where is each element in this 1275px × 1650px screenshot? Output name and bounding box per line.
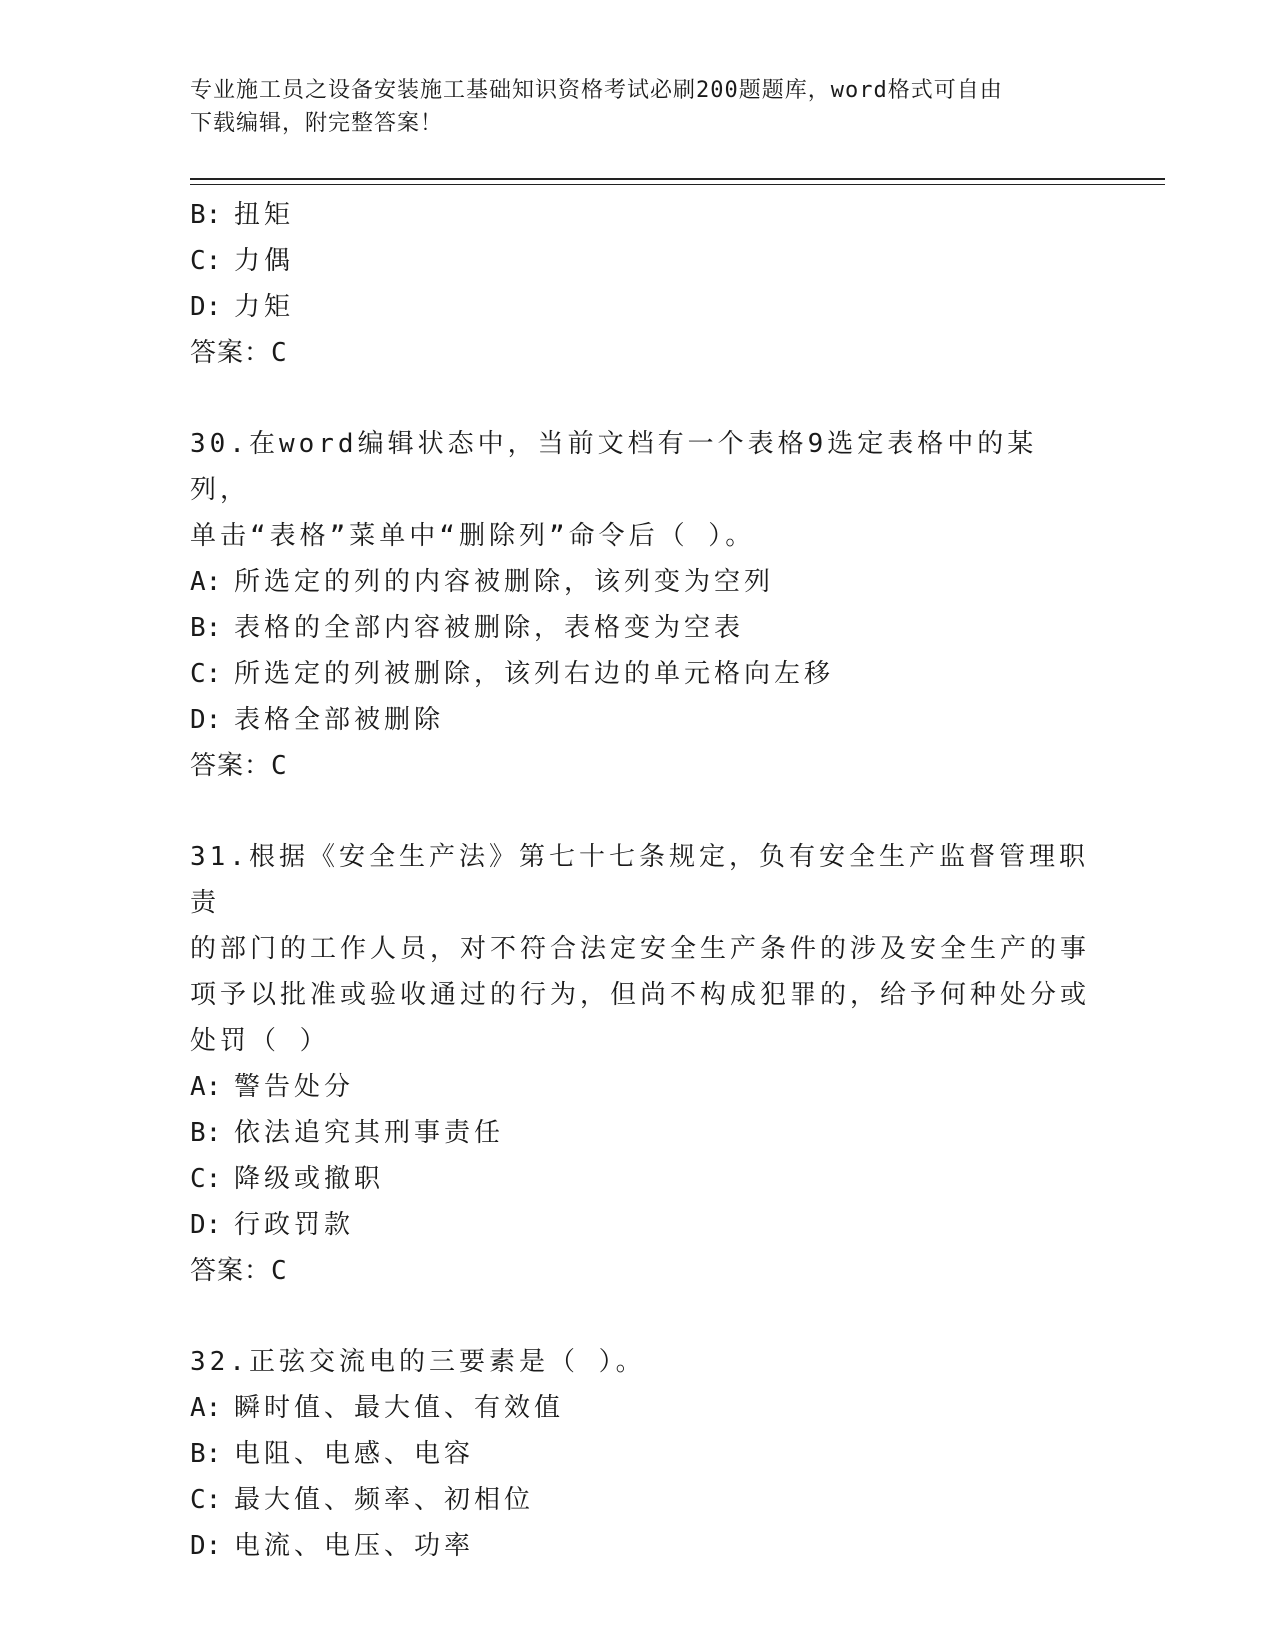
option-d: D: 表格全部被删除 (190, 705, 445, 735)
question-text-line: 的部门的工作人员，对不符合法定安全生产条件的涉及安全生产的事 (190, 934, 1091, 964)
question-32 (190, 1339, 1090, 1569)
question-30 (190, 421, 1090, 789)
header-rule-thick (190, 178, 1165, 180)
option-b: B: 表格的全部内容被删除，表格变为空表 (190, 613, 745, 643)
option-c: C: 所选定的列被删除，该列右边的单元格向左移 (190, 659, 835, 689)
option-c: C: 最大值、频率、初相位 (190, 1485, 535, 1515)
document-header (190, 74, 1090, 140)
question-text-line: 单击“表格”菜单中“删除列”命令后（ ）。 (190, 521, 756, 551)
question-text-line: 处罚（ ） (190, 1026, 330, 1056)
question-partial (190, 192, 1090, 376)
option-b: B: 扭矩 (190, 200, 295, 230)
option-a: A: 警告处分 (190, 1072, 355, 1102)
option-b: B: 电阻、电感、电容 (190, 1439, 475, 1469)
question-text-line: 31.根据《安全生产法》第七十七条规定，负有安全生产监督管理职责 (190, 842, 1089, 918)
option-c: C: 力偶 (190, 246, 295, 276)
answer-line: 答案：C (190, 1256, 288, 1286)
option-d: D: 行政罚款 (190, 1210, 355, 1240)
option-d: D: 力矩 (190, 292, 295, 322)
option-b: B: 依法追究其刑事责任 (190, 1118, 505, 1148)
answer-line: 答案：C (190, 751, 288, 781)
question-text-line: 30.在word编辑状态中，当前文档有一个表格9选定表格中的某列， (190, 429, 1038, 505)
header-line-1: 专业施工员之设备安装施工基础知识资格考试必刷200题题库，word格式可自由 (190, 78, 1003, 103)
question-text-line: 项予以批准或验收通过的行为，但尚不构成犯罪的，给予何种处分或 (190, 980, 1091, 1010)
option-c: C: 降级或撤职 (190, 1164, 385, 1194)
question-text-line: 32.正弦交流电的三要素是（ ）。 (190, 1347, 646, 1377)
question-31 (190, 834, 1090, 1294)
option-d: D: 电流、电压、功率 (190, 1531, 475, 1561)
header-line-2: 下载编辑，附完整答案！ (190, 111, 444, 136)
option-a: A: 瞬时值、最大值、有效值 (190, 1393, 565, 1423)
header-rule-thin (190, 184, 1165, 185)
option-a: A: 所选定的列的内容被删除，该列变为空列 (190, 567, 775, 597)
answer-line: 答案：C (190, 338, 288, 368)
question-list (190, 192, 1090, 1569)
